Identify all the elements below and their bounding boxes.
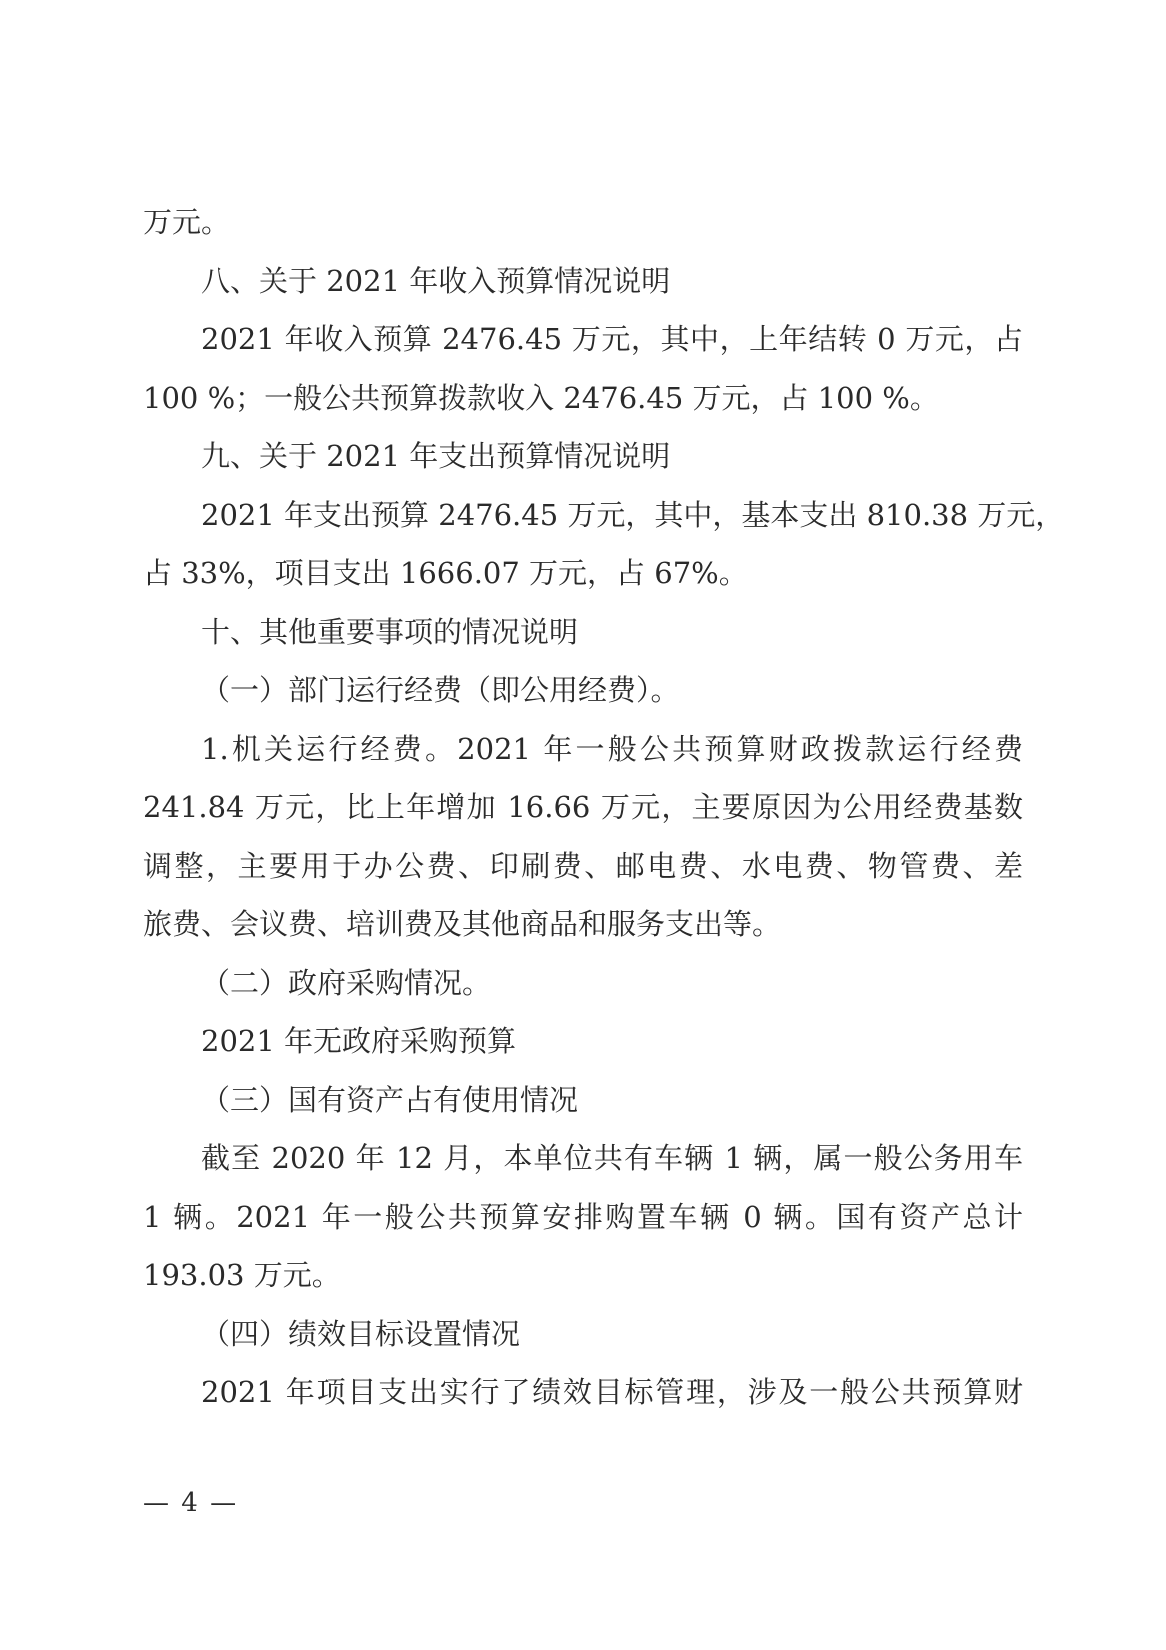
paragraph-continuation: 万元。 <box>143 205 231 239</box>
paragraph-line: 2021 年收入预算 2476.45 万元，其中，上年结转 0 万元，占 <box>201 322 1023 356</box>
paragraph-line: 截至 2020 年 12 月，本单位共有车辆 1 辆，属一般公务用车 <box>201 1141 1023 1175</box>
paragraph-line: 2021 年无政府采购预算 <box>201 1024 517 1058</box>
paragraph-line: 调整，主要用于办公费、印刷费、邮电费、水电费、物管费、差 <box>143 848 1023 883</box>
section-heading-10: 十、其他重要事项的情况说明 <box>201 614 579 649</box>
page-number: — 4 — <box>143 1488 239 1518</box>
section-heading-8: 八、关于 2021 年收入预算情况说明 <box>201 263 671 298</box>
subsection-heading-1: （一）部门运行经费（即公用经费）。 <box>201 673 680 707</box>
paragraph-line: 2021 年支出预算 2476.45 万元，其中，基本支出 810.38 万元， <box>201 497 1065 532</box>
paragraph-line: 241.84 万元，比上年增加 16.66 万元，主要原因为公用经费基数 <box>143 790 1023 824</box>
paragraph-line: 占 33%，项目支出 1666.07 万元，占 67%。 <box>143 556 748 590</box>
body-text <box>143 193 1065 1422</box>
subsection-heading-4: （四）绩效目标设置情况 <box>201 1316 521 1351</box>
paragraph-line: 2021 年项目支出实行了绩效目标管理，涉及一般公共预算财 <box>201 1375 1023 1409</box>
section-heading-9: 九、关于 2021 年支出预算情况说明 <box>201 439 671 473</box>
subsection-heading-2: （二）政府采购情况。 <box>201 965 492 1000</box>
paragraph-line: 193.03 万元。 <box>143 1258 341 1292</box>
paragraph-line: 100 %；一般公共预算拨款收入 2476.45 万元，占 100 %。 <box>143 380 939 415</box>
paragraph-line: 1 辆。2021 年一般公共预算安排购置车辆 0 辆。国有资产总计 <box>143 1199 1023 1234</box>
paragraph-line: 1.机关运行经费。2021 年一般公共预算财政拨款运行经费 <box>201 731 1023 766</box>
subsection-heading-3: （三）国有资产占有使用情况 <box>201 1082 579 1117</box>
paragraph-line: 旅费、会议费、培训费及其他商品和服务支出等。 <box>143 907 782 941</box>
